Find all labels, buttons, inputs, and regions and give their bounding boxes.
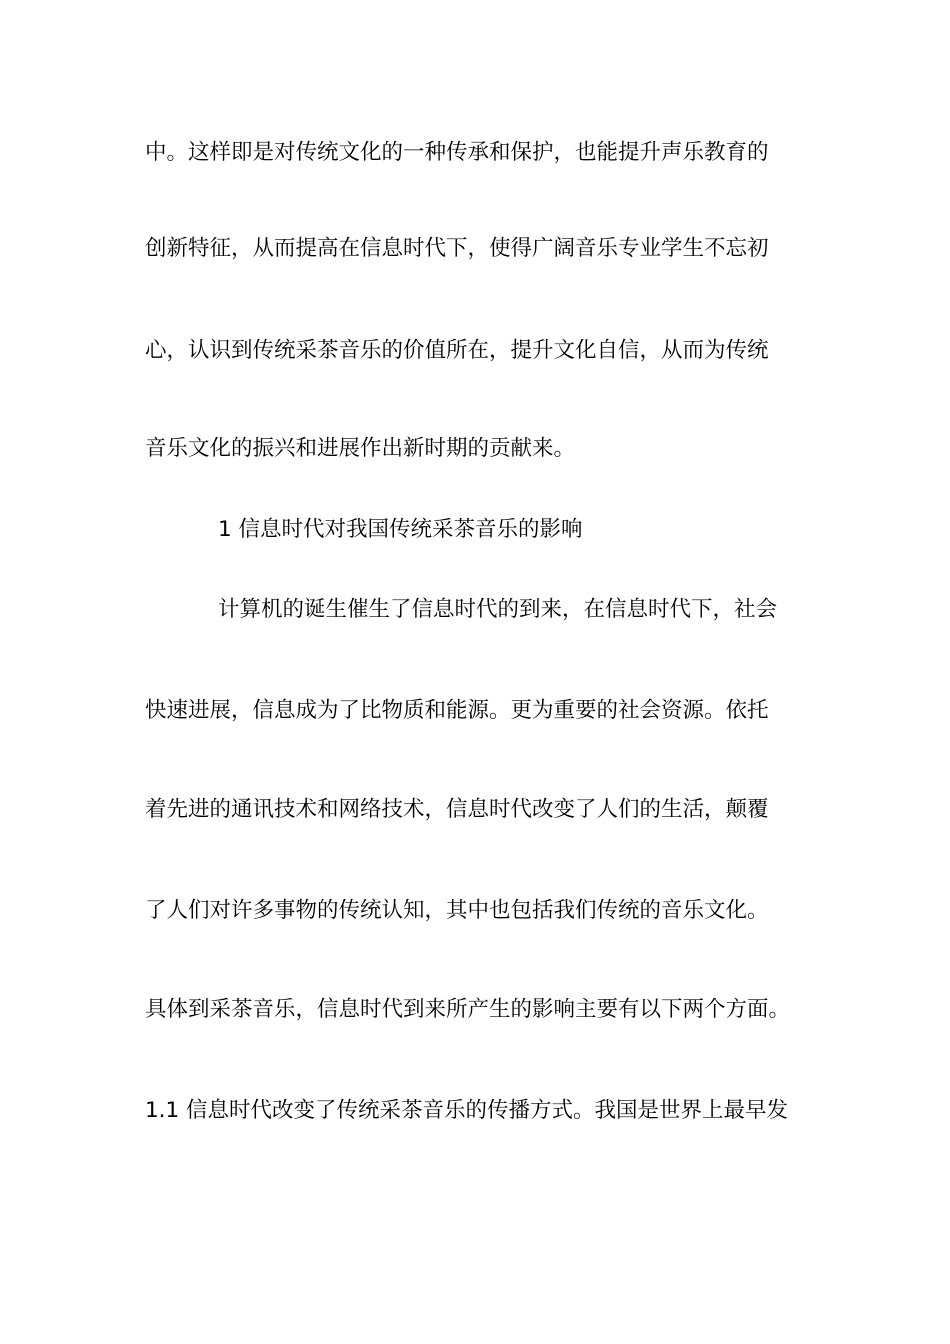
paragraph-line-2: 创新特征，从而提高在信息时代下，使得广阔音乐专业学生不忘初: [145, 236, 769, 261]
paragraph-line-4: 音乐文化的振兴和进展作出新时期的贡献来。: [145, 436, 576, 461]
subsection-line: 1.1 信息时代改变了传统采茶音乐的传播方式。我国是世界上最早发: [145, 1098, 789, 1123]
paragraph-line-6: 快速进展，信息成为了比物质和能源。更为重要的社会资源。依托: [145, 698, 769, 723]
section-heading: 1 信息时代对我国传统采茶音乐的影响: [218, 517, 583, 542]
paragraph-line-9: 具体到采茶音乐，信息时代到来所产生的影响主要有以下两个方面。: [145, 997, 791, 1022]
paragraph-line-1: 中。这样即是对传统文化的一种传承和保护，也能提升声乐教育的: [145, 140, 769, 165]
paragraph-line-7: 着先进的通讯技术和网络技术，信息时代改变了人们的生活，颠覆: [145, 797, 769, 822]
paragraph-line-5: 计算机的诞生催生了信息时代的到来，在信息时代下，社会: [218, 597, 778, 622]
paragraph-line-8: 了人们对许多事物的传统认知，其中也包括我们传统的音乐文化。: [145, 898, 769, 923]
paragraph-line-3: 心，认识到传统采茶音乐的价值所在，提升文化自信，从而为传统: [145, 338, 769, 363]
